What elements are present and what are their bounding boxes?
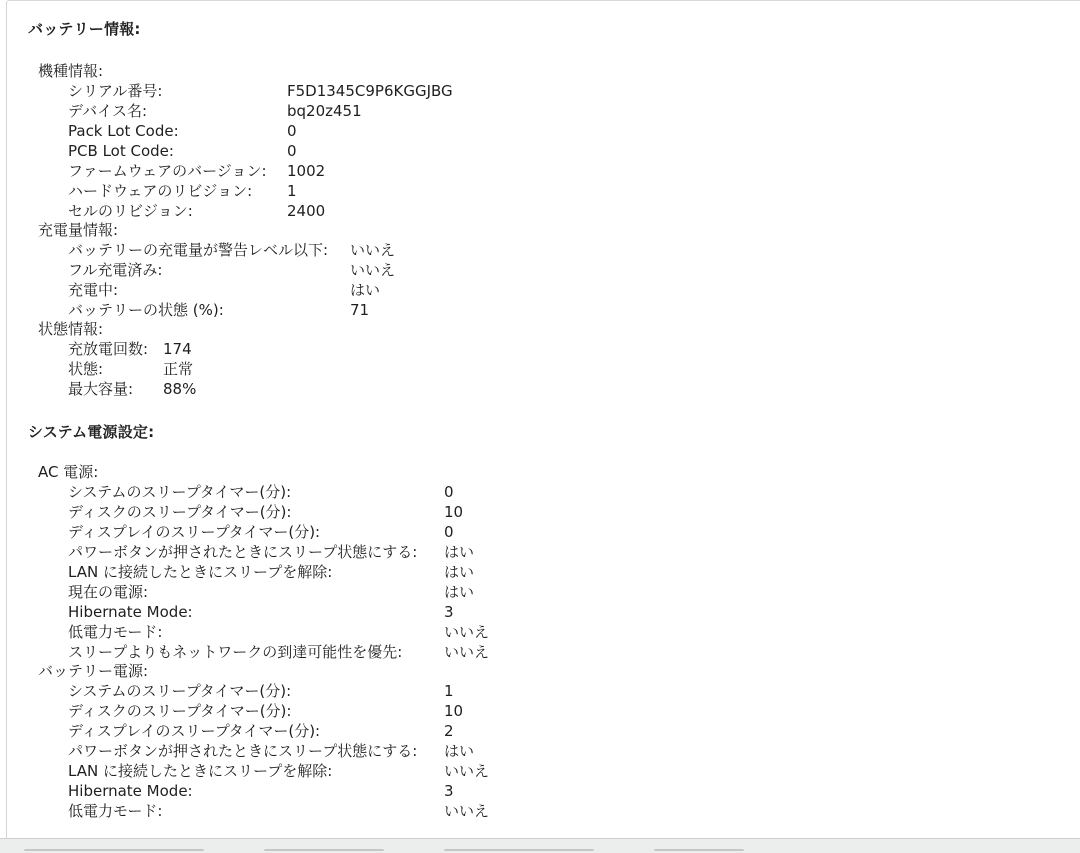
charge-info-row <box>68 300 550 320</box>
battery-power-row <box>68 721 644 741</box>
row-key: ハードウェアのリビジョン: <box>68 182 253 200</box>
battery-power-label: バッテリー電源: <box>38 662 149 680</box>
model-info-row <box>68 121 487 141</box>
row-key: パワーボタンが押されたときにスリープ状態にする: <box>68 543 418 561</box>
row-value: bq20z451 <box>287 102 362 120</box>
ac-power-row <box>68 482 644 502</box>
battery-power-row <box>68 681 644 701</box>
row-key: 状態: <box>68 360 104 378</box>
row-key: スリープよりもネットワークの到達可能性を優先: <box>68 643 403 661</box>
ac-power-row <box>68 602 644 622</box>
row-value: いいえ <box>444 623 490 641</box>
row-key: シリアル番号: <box>68 82 163 100</box>
charge-info-label: 充電量情報: <box>38 221 119 239</box>
row-value: 3 <box>444 603 454 621</box>
model-info-row <box>68 141 487 161</box>
row-value: はい <box>350 281 381 299</box>
row-value: 2 <box>444 722 454 740</box>
status-info-row <box>68 359 363 379</box>
charge-info-row <box>68 260 550 280</box>
battery-power-row <box>68 801 644 821</box>
row-key: ディスプレイのスリープタイマー(分): <box>68 722 321 740</box>
ac-power-row <box>68 642 644 662</box>
row-value: 10 <box>444 503 464 521</box>
model-info-row <box>68 161 487 181</box>
status-info-row <box>68 379 363 399</box>
row-value: 0 <box>287 122 297 140</box>
pane-bottom-strip <box>0 838 1080 853</box>
row-value: 0 <box>444 523 454 541</box>
row-key: LAN に接続したときにスリープを解除: <box>68 762 333 780</box>
ac-power-row <box>68 622 644 642</box>
model-info-row <box>68 101 487 121</box>
battery-power-row <box>68 761 644 781</box>
pane-top-border <box>6 0 1080 5</box>
battery-power-row <box>68 701 644 721</box>
row-value: 1 <box>287 182 297 200</box>
row-value: はい <box>444 543 475 561</box>
row-value: F5D1345C9P6KGGJBG <box>287 82 453 100</box>
row-key: 充電中: <box>68 281 119 299</box>
row-value: 174 <box>163 340 192 358</box>
battery-power-row <box>68 741 644 761</box>
pane-left-border <box>6 2 7 839</box>
row-value: 1 <box>444 682 454 700</box>
row-value: はい <box>444 583 475 601</box>
model-info-row <box>68 81 487 101</box>
power-settings-heading: システム電源設定: <box>28 423 155 441</box>
row-value: いいえ <box>444 643 490 661</box>
row-key: ディスクのスリープタイマー(分): <box>68 503 292 521</box>
row-key: デバイス名: <box>68 102 148 120</box>
ac-power-label: AC 電源: <box>38 463 99 481</box>
clipped-next-row <box>24 845 1080 851</box>
row-key: 充放電回数: <box>68 340 149 358</box>
row-key: ディスプレイのスリープタイマー(分): <box>68 523 321 541</box>
row-key: 現在の電源: <box>68 583 149 601</box>
row-value: 10 <box>444 702 464 720</box>
row-value: いいえ <box>350 241 396 259</box>
row-key: ファームウェアのバージョン: <box>68 162 267 180</box>
row-key: システムのスリープタイマー(分): <box>68 682 292 700</box>
row-value: 0 <box>444 483 454 501</box>
row-key: バッテリーの状態 (%): <box>68 301 224 319</box>
row-key: セルのリビジョン: <box>68 202 193 220</box>
row-value: いいえ <box>350 261 396 279</box>
ac-power-row <box>68 542 644 562</box>
row-key: ディスクのスリープタイマー(分): <box>68 702 292 720</box>
ac-power-row <box>68 562 644 582</box>
row-value: いいえ <box>444 802 490 820</box>
row-value: 0 <box>287 142 297 160</box>
charge-info-row <box>68 280 550 300</box>
row-value: 2400 <box>287 202 326 220</box>
row-key: Hibernate Mode: <box>68 782 193 800</box>
status-info-label: 状態情報: <box>38 320 104 338</box>
row-key: 最大容量: <box>68 380 134 398</box>
row-value: はい <box>444 563 475 581</box>
row-key: システムのスリープタイマー(分): <box>68 483 292 501</box>
model-info-label: 機種情報: <box>38 62 104 80</box>
battery-power-row <box>68 781 644 801</box>
model-info-row <box>68 181 487 201</box>
row-key: パワーボタンが押されたときにスリープ状態にする: <box>68 742 418 760</box>
row-value: 71 <box>350 301 370 319</box>
row-value: いいえ <box>444 762 490 780</box>
row-key: PCB Lot Code: <box>68 142 174 160</box>
row-key: LAN に接続したときにスリープを解除: <box>68 563 333 581</box>
row-key: フル充電済み: <box>68 261 163 279</box>
row-key: Hibernate Mode: <box>68 603 193 621</box>
ac-power-row <box>68 502 644 522</box>
row-value: 正常 <box>163 360 194 378</box>
battery-info-heading: バッテリー情報: <box>28 20 141 38</box>
row-key: 低電力モード: <box>68 802 163 820</box>
row-key: 低電力モード: <box>68 623 163 641</box>
row-value: はい <box>444 742 475 760</box>
row-value: 1002 <box>287 162 326 180</box>
model-info-row <box>68 201 487 221</box>
row-key: Pack Lot Code: <box>68 122 179 140</box>
row-key: バッテリーの充電量が警告レベル以下: <box>68 241 329 259</box>
ac-power-row <box>68 582 644 602</box>
status-info-row <box>68 339 363 359</box>
row-value: 88% <box>163 380 197 398</box>
ac-power-row <box>68 522 644 542</box>
row-value: 3 <box>444 782 454 800</box>
charge-info-row <box>68 240 550 260</box>
